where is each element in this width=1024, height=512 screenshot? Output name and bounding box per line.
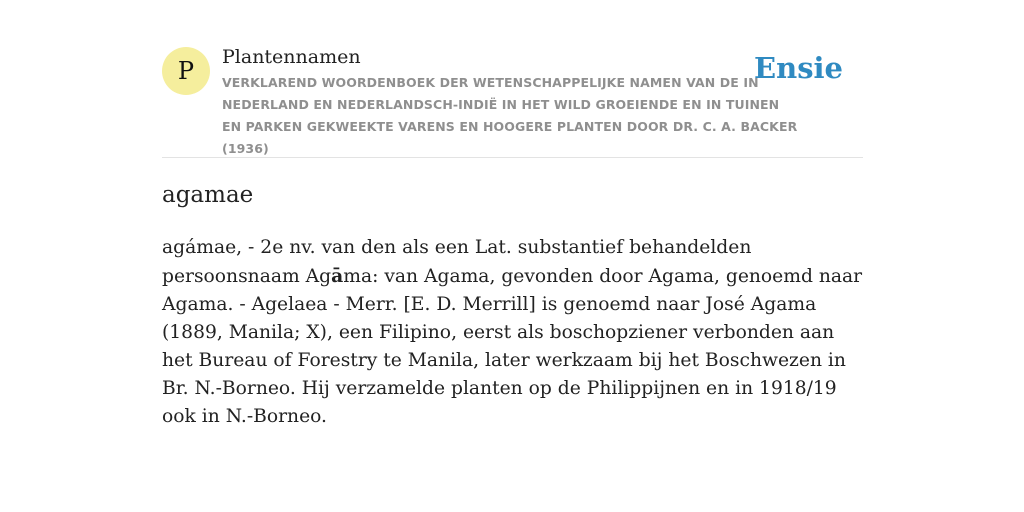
source-avatar[interactable]: P — [162, 47, 210, 95]
entry-body-text-1: agámae, - 2e nv. van den als een Lat. substantief behandelden persoonsnaam Ag — [162, 237, 752, 287]
page — [162, 0, 863, 427]
source-title[interactable]: Plantennamen — [222, 46, 361, 68]
entry-body-bold-letter: ā — [331, 265, 344, 287]
source-description: VERKLAREND WOORDENBOEK DER WETENSCHAPPELIJKE NAMEN VAN DE IN NEDERLAND EN NEDERLANDSCH-INDIË IN HET WILD GROEIENDE EN IN TUINEN EN PARKEN GEKWEEKTE VARENS EN HOOGERE PLANTEN DOOR DR. C. A. BACKER (1936) — [222, 75, 798, 156]
source-header — [162, 0, 863, 158]
entry-title: agamae — [162, 182, 254, 208]
entry-body-text-2: ma: van Agama, gevonden door Agama, genoemd naar Agama. - Agelaea - Merr. [E. D. Merrill] is genoemd naar José Agama (1889, Manila; X), een Filipino, eerst als boschopziener verbonden aan het Bureau of Forestry te Manila, later werkzaam bij het Boschwezen in Br. N.-Borneo. Hij verzamelde planten op de Philippijnen en in 1918/19 ook in N.-Borneo. — [162, 266, 863, 427]
ensie-logo-link[interactable]: Ensie — [754, 51, 843, 85]
entry-body — [162, 234, 863, 431]
